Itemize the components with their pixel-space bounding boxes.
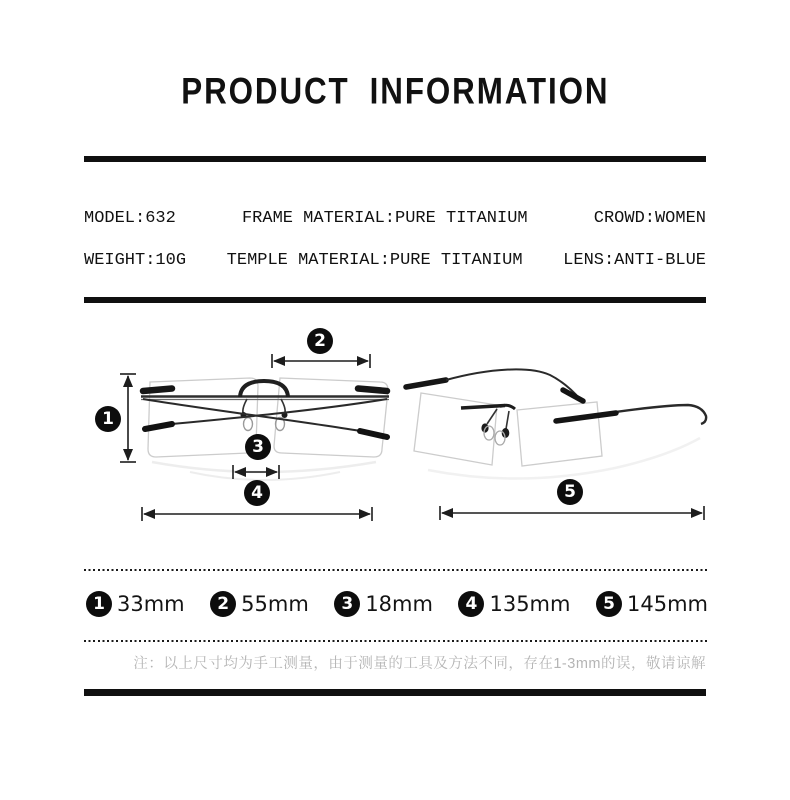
diagram-marker-1: 1 — [95, 406, 121, 432]
legend-marker-3: 3 — [334, 591, 360, 617]
divider-bottom — [84, 689, 706, 696]
diagram-marker-4: 4 — [244, 480, 270, 506]
spec-lens: LENS:ANTI-BLUE — [563, 251, 706, 270]
spec-crowd: CROWD:WOMEN — [593, 209, 706, 228]
spec-model: MODEL:632 — [84, 209, 176, 228]
diagram-marker-3: 3 — [245, 434, 271, 460]
legend-value-5: 145mm — [626, 592, 708, 616]
legend-marker-5: 5 — [596, 591, 622, 617]
diagram-marker-2: 2 — [307, 328, 333, 354]
page-title — [0, 69, 790, 112]
spec-row-2 — [84, 251, 706, 270]
page-title-text: PRODUCT INFORMATION — [180, 69, 610, 112]
diagram-marker-5: 5 — [557, 479, 583, 505]
legend-marker-1: 1 — [86, 591, 112, 617]
spec-frame-material: FRAME MATERIAL:PURE TITANIUM — [241, 209, 528, 228]
legend-value-3: 18mm — [365, 592, 433, 616]
legend-item-2 — [210, 591, 309, 617]
spec-weight: WEIGHT:10G — [84, 251, 187, 270]
measurement-legend — [86, 591, 708, 617]
dotted-divider-top — [84, 569, 708, 571]
dotted-divider-bottom — [84, 640, 708, 642]
legend-marker-4: 4 — [458, 591, 484, 617]
spec-temple-material: TEMPLE MATERIAL:PURE TITANIUM — [226, 251, 523, 270]
legend-value-2: 55mm — [241, 592, 309, 616]
glasses-front-view — [141, 378, 389, 480]
divider-middle — [84, 297, 706, 303]
legend-value-4: 135mm — [489, 592, 571, 616]
legend-item-5 — [596, 591, 708, 617]
spec-row-1 — [84, 209, 706, 228]
glasses-diagram-drawing — [0, 320, 790, 555]
glasses-side-view — [406, 369, 706, 478]
measurement-diagram — [0, 320, 790, 555]
divider-top — [84, 156, 706, 162]
legend-value-1: 33mm — [117, 592, 185, 616]
measurement-disclaimer-note: 注：以上尺寸均为手工测量，由于测量的工具及方法不同，存在1-3mm的误，敬请谅解 — [133, 656, 706, 672]
legend-marker-2: 2 — [210, 591, 236, 617]
legend-item-1 — [86, 591, 185, 617]
legend-item-4 — [458, 591, 570, 617]
legend-item-3 — [334, 591, 433, 617]
